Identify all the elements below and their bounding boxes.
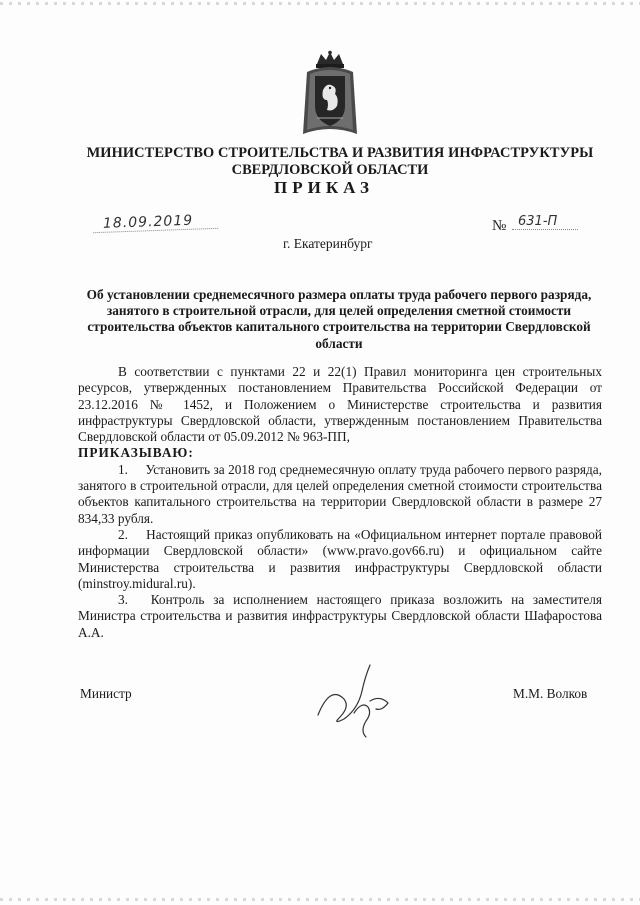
list-item [78, 462, 602, 527]
item-text: Контроль за исполнением настоящего приказа возложить на заместителя Министра строительства и развития инфраструктуры Свердловской области Шафаростова А.А. [78, 592, 602, 640]
coat-of-arms-emblem [299, 50, 361, 140]
item-number: 1. [118, 461, 128, 477]
item-number: 2. [118, 526, 128, 542]
handwritten-signature [310, 655, 400, 745]
scan-edge-top [0, 2, 640, 5]
order-body [78, 364, 602, 641]
order-subject: Об установлении среднемесячного размера оплаты труда рабочего первого разряда, занятого в строительной отрасли, для целей определения сметной стоимости строительства объектов капитального строительства на территории Свердловской области [86, 287, 592, 351]
list-item [78, 592, 602, 641]
ministry-name-line1: МИНИСТЕРСТВО СТРОИТЕЛЬСТВА И РАЗВИТИЯ ИНФРАСТРУКТУРЫ [86, 145, 594, 161]
item-number: 3. [118, 592, 128, 608]
list-item [78, 527, 602, 592]
order-date: 18.09.2019 [93, 212, 219, 233]
decree-word: ПРИКАЗЫВАЮ: [78, 445, 194, 461]
order-number: 631-П [512, 214, 578, 230]
number-label: № [492, 218, 507, 234]
ministry-name-line2: СВЕРДЛОВСКОЙ ОБЛАСТИ [231, 162, 429, 178]
signatory-name: М.М. Волков [513, 686, 588, 701]
signatory-role: Министр [80, 686, 132, 701]
item-text: Установить за 2018 год среднемесячную оплату труда рабочего первого разряда, занятого в строительной отрасли, для целей определения сметной стоимости строительства объектов капитального строительства на территории Свердловской области в размере 27 834,33 рубля. [78, 461, 602, 526]
city: г. Екатеринбург [283, 236, 373, 251]
scan-edge-bottom [0, 898, 640, 901]
item-text: Настоящий приказ опубликовать на «Официальном интернет портале правовой информации Свердловской области» (www.pravo.gov66.ru) и официальном сайте Министерства строительства и развития инфраструктуры Свердловской области (minstroy.midural.ru). [78, 526, 603, 591]
preamble-paragraph: В соответствии с пунктами 22 и 22(1) Правил мониторинга цен строительных ресурсов, утвержденных постановлением Правительства Российской Федерации от 23.12.2016 № 1452, и Положением о Министерстве строительства и развития инфраструктуры Свердловской области, утвержденным постановлением Правительства Свердловской области от 05.09.2012 № 963-ПП, [78, 364, 602, 445]
order-title: ПРИКАЗ [274, 178, 374, 197]
